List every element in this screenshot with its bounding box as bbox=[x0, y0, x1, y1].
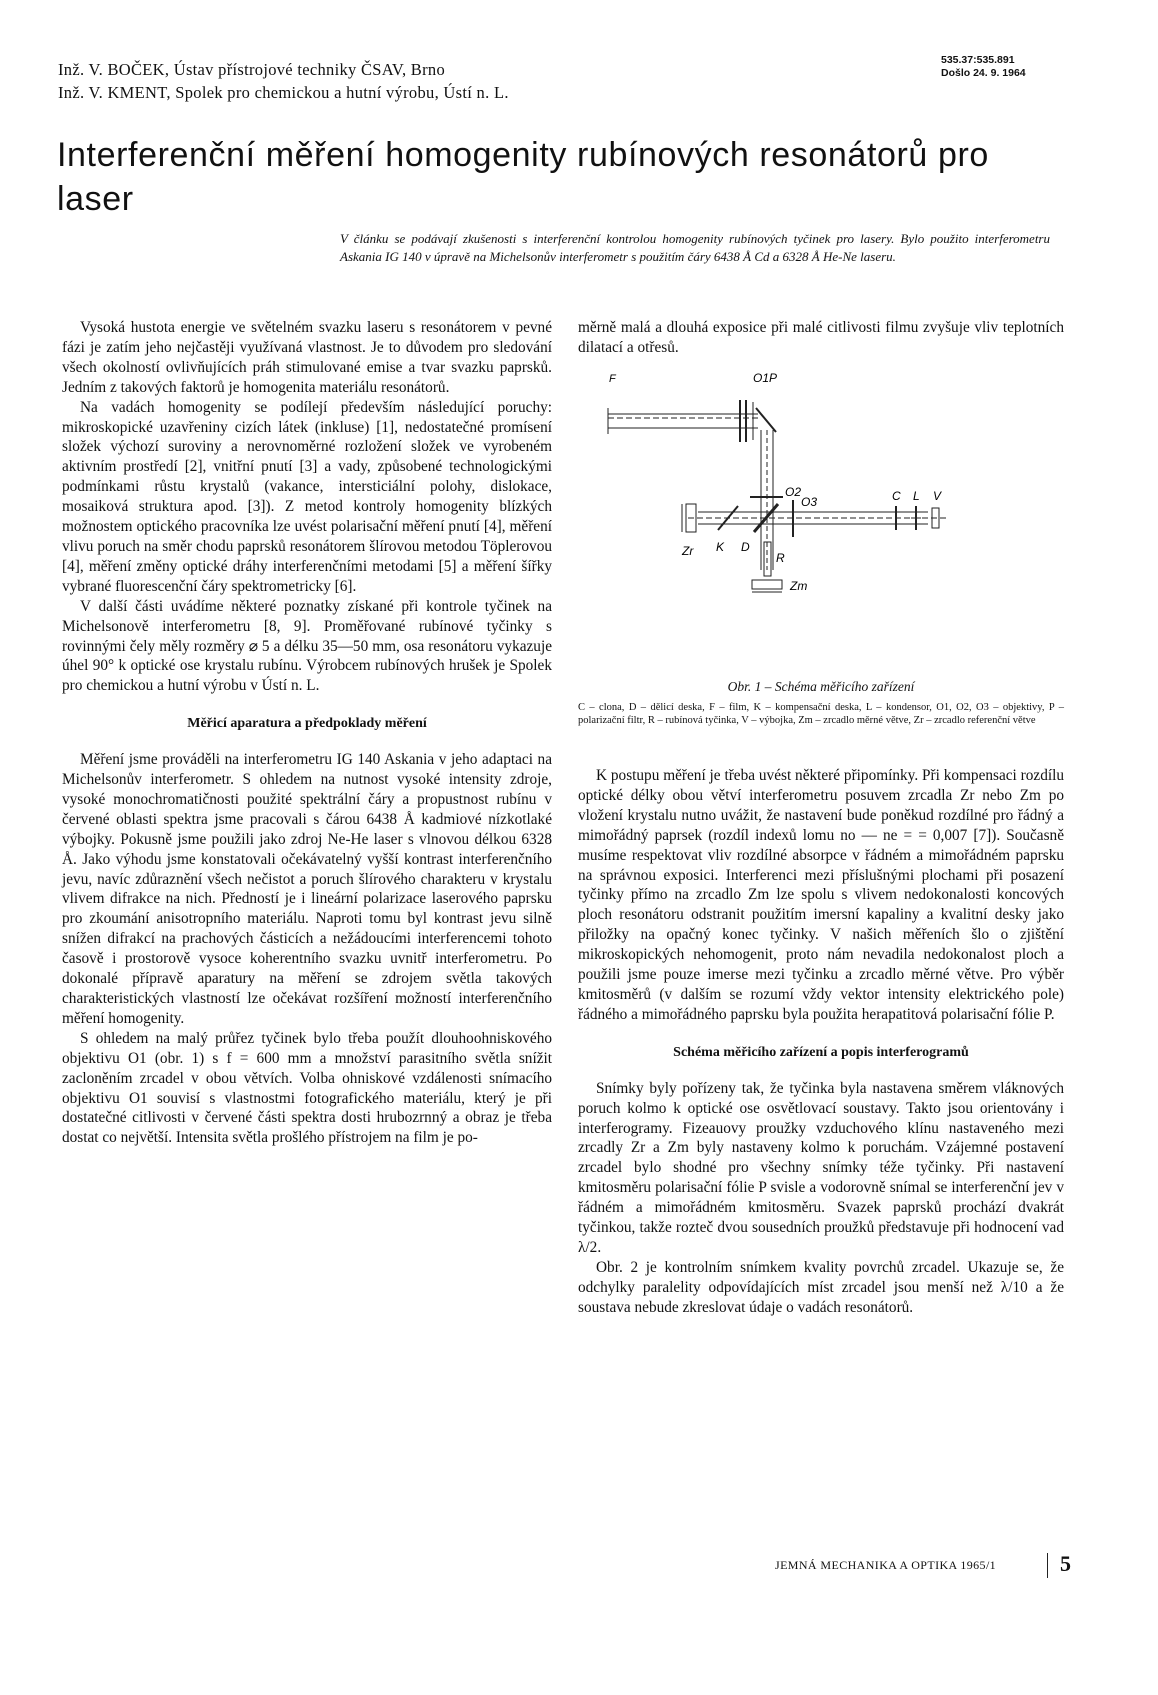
received-date: Došlo 24. 9. 1964 bbox=[941, 67, 1026, 79]
section-heading: Schéma měřicího zařízení a popis interferogramů bbox=[673, 1044, 969, 1060]
article-title: Interferenční měření homogenity rubínových resonátorů pro laser bbox=[57, 136, 989, 218]
paragraph: V další části uvádíme některé poznatky získané při kontrole tyčinek na Michelsonově interferometru [8, 9]. Proměřované rubínové tyčinky s rovinnými čely měly rozměry ⌀ 5 a délku 35—50 mm, osa resonátoru vykazuje úhel 90° k optické ose krystalu rubínu. Výrobcem rubínových hrušek je Spolek pro chemickou a hutní výrobu v Ústí n. L. bbox=[62, 597, 552, 695]
paragraph: Vysoká hustota energie ve světelném svazku laseru s resonátorem v pevné fázi je zatím jeho nejčastěji využívaná vlastnost. Je to důvodem pro sledování všech okolností ovlivňujících práh stimulované emise a tvar svazku paprsků. Jedním z takových faktorů je homogenita materiálu resonátorů. bbox=[62, 319, 552, 396]
paragraph: Měření jsme prováděli na interferometru IG 140 Askania v jeho adaptaci na Michelsonův interferometr. S ohledem na nutnost vysoké intensity zdroje, vysoké monochromatičnosti použité spektrální čáry a propustnost rubínu v červené oblasti spektra jsme pracovali s čárou 6438 Å kadmiové nízkotlaké výbojky. Pokusně jsme použili jako zdroj Ne-He laser s vlnovou délkou 6328 Å. Jako výhodu jsme konstatovali očekávatelný vyšší kontrast interferenčního jevu, navíc zdůraznění všech nečistot a poruch šlírového charakteru v krystalu vlivem difrakce na nich. Předností je i lineární polarizace laserového paprsku pro zkoumání anisotropního materiálu. Naproti tomu byl kontrast jevu silně snížen difrakcí na prachových částicích a nežádoucími interferencemi tohoto časově i prostorově vysoce koherentního svazku uvnitř interferometru. Po dokonalé přípravě aparatury na měření se zdrojem světla takových charakteristických vlastností lze očekávat rozšíření možností interferenčního měření homogenity. bbox=[62, 751, 552, 1027]
authors-block bbox=[58, 58, 509, 104]
paragraph: K postupu měření je třeba uvést některé připomínky. Při kompensaci rozdílu optické délky obou větví interferometru posuvem zrcadla Zr nebo Zm po vložení krystalu nutno uvážit, že nastavení bude poněkud rozdílné pro řádný a mimořádný paprsek (rozdíl indexů lomu no — ne = = 0,007 [7]). Současně musíme respektovat vliv rozdílné absorpce v řádném a mimořádném paprsku na správnou exposici. Interferenci mezi příslušnými plochami při posazení tyčinky přímo na zrcadlo Zm lze spolu s vlivem nedokonalosti koncových ploch resonátoru odstranit použitím imersní kapaliny a kvalitní desky jako přiložky na opačný konec tyčinky. V našich měřeních šlo o zjištění mikroskopických nehomogenit, proto nám nevadila nedokonalost ploch a použili jsme pouze imerse mezi tyčinku a zrcadlo měrné větve. Pro výběr kmitosměrů (v dalším se rozumí vždy vektor intensity elektrického pole) řádného a mimořádného paprsku byla použita herapatitová polarisační fólie P. bbox=[578, 767, 1064, 1023]
right-column-top bbox=[578, 318, 1064, 358]
label-d: D bbox=[741, 540, 750, 554]
label-l: L bbox=[913, 489, 920, 503]
fold-mirror bbox=[756, 408, 776, 432]
label-o1p: O1P bbox=[753, 372, 778, 385]
left-column bbox=[62, 318, 552, 1148]
label-o3: O3 bbox=[801, 495, 818, 509]
label-f: F bbox=[609, 373, 616, 385]
paragraph: Na vadách homogenity se podílejí především následující poruchy: mikroskopické uzavřeniny cizích látek (inkluse) [1], nedostatečné promísení složek výchozí suroviny a nerovnoměrné rozložení složek ve vyrobeném aktivním prostředí [2], vnitřní pnutí [3] a vady, způsobené technologickými podmínkami růstu krystalů (vakance, intersticiální polohy, dislokace, mosaiková struktura apod. [3]). Z metod kontroly homogenity blízkých možnostem optického pracovníka lze uvést polarisační měření pnutí [4], měření vlivu poruch na směr chodu paprsků resonátorem šlírovou metodou Töplerovou [4], měření změny optické dráhy interferenčními metodami [5] a měření šířky vybrané fluorescenční čáry spektrometricky [6]. bbox=[62, 398, 552, 595]
article-meta bbox=[941, 54, 1026, 80]
caption-legend: C – clona, D – dělicí deska, F – film, K – kompensační deska, L – kondensor, O1, O2, O3 – objektivy, P – polarizační filtr, R – rubínová tyčinka, V – výbojka, Zm – zrcadlo měrné větve, Zr – zrcadlo referenční větve bbox=[578, 702, 1064, 726]
figure-1 bbox=[578, 372, 1064, 692]
paragraph: S ohledem na malý průřez tyčinek bylo třeba použít dlouhoohniskového objektivu O1 (obr. 1) s f = 600 mm a množství parasitního světla snížit zacloněním zrcadel v obou větvích. Volba ohniskové vzdálenosti snímacího objektivu O1 souvisí s vlastnostmi fotografického materiálu, který je při dostatečné citlivosti v červené části spektra dosti hrubozrnný a obraz je třeba dostat co největší. Intensita světla prošlého přístrojem na film je po- bbox=[62, 1029, 552, 1147]
label-zm: Zm bbox=[790, 579, 808, 593]
label-v: V bbox=[933, 489, 942, 503]
paragraph: Obr. 2 je kontrolním snímkem kvality povrchů zrcadel. Ukazuje se, že odchylky paralelity odpovídajících míst zrcadel jsou menší než λ/10 a že soustava nebude zkreslovat údaje o vadách resonátorů. bbox=[578, 1258, 1064, 1316]
journal-footer: JEMNÁ MECHANIKA A OPTIKA 1965/1 bbox=[775, 1558, 997, 1572]
label-k: K bbox=[716, 540, 725, 554]
udc-code: 535.37:535.891 bbox=[941, 54, 1015, 66]
author-line-2: Inž. V. KMENT, Spolek pro chemickou a hutní výrobu, Ústí n. L. bbox=[58, 83, 509, 102]
label-o2: O2 bbox=[785, 485, 802, 499]
abstract: V článku se podávají zkušenosti s interferenční kontrolou homogenity rubínových tyčinek pro lasery. Bylo použito interferometru Askania IG 140 v úpravě na Michelsonův interferometr s použitím čáry 6438 Å Cd a 6328 Å He-Ne laseru. bbox=[340, 231, 1050, 264]
caption-title: Obr. 1 – Schéma měřicího zařízení bbox=[727, 679, 915, 694]
label-c: C bbox=[892, 489, 901, 503]
footer-divider bbox=[1047, 1553, 1048, 1578]
author-line-1: Inž. V. BOČEK, Ústav přístrojové techniky ČSAV, Brno bbox=[58, 60, 446, 79]
paragraph: Snímky byly pořízeny tak, že tyčinka byla nastavena směrem vláknových poruch kolmo k optické ose osvětlovací soustavy. Takto jsou orientovány i interferogramy. Fizeauovy proužky vzduchového klínu nastaveného mezi zrcadly Zr a Zm byly nastaveny kolmo k poruchám. Vzájemné postavení zrcadel bylo shodné pro všechny snímky téže tyčinky. Při nastavení kmitosměru polarisační fólie P svisle a vodorovně snímal se interferenční jev v řádném a mimořádném kmitosměru. Svazek paprsků prochází dvakrát tyčinkou, takže rozteč dvou sousedních proužků představuje při hodnocení vad λ/2. bbox=[578, 1079, 1064, 1256]
section-heading: Měřicí aparatura a předpoklady měření bbox=[187, 716, 427, 732]
label-zr: Zr bbox=[682, 544, 694, 558]
page-number: 5 bbox=[1060, 1551, 1071, 1576]
label-r: R bbox=[776, 551, 785, 565]
right-column-bottom bbox=[578, 766, 1064, 1318]
optical-schematic bbox=[578, 372, 1064, 672]
figure-caption bbox=[578, 679, 1064, 727]
mirror-zm bbox=[752, 580, 782, 589]
paragraph: měrně malá a dlouhá exposice při malé citlivosti filmu zvyšuje vliv teplotních dilatací a otřesů. bbox=[578, 319, 1064, 356]
